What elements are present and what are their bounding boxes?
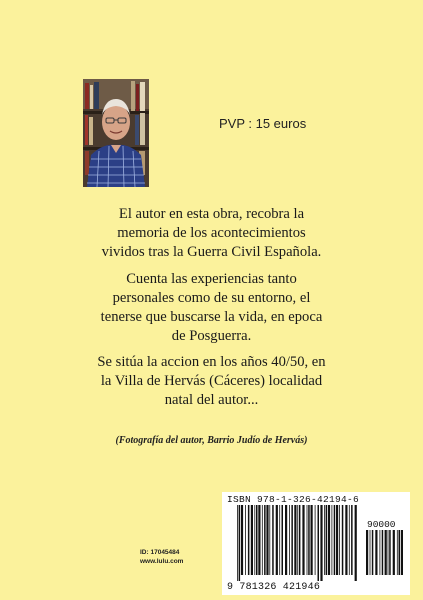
blurb-line: Cuenta las experiencias tanto — [126, 271, 297, 287]
blurb-line: natal del autor... — [164, 392, 259, 408]
addon-barcode-bars — [366, 530, 404, 581]
publisher-id: ID: 17045484 — [140, 549, 180, 556]
author-photo — [83, 79, 149, 187]
blurb-line: la Villa de Hervás (Cáceres) localidad — [100, 373, 323, 389]
blurb-paragraph-2 — [0, 270, 423, 346]
blurb-paragraph-3 — [0, 353, 423, 410]
isbn-barcode — [222, 492, 410, 595]
blurb-line: vividos tras la Guerra Civil Española. — [101, 244, 322, 260]
publisher-info — [140, 548, 183, 566]
blurb-line: tenerse que buscarse la vida, en epoca — [100, 309, 323, 325]
blurb-line: de Posguerra. — [171, 328, 252, 344]
photo-caption: (Fotografía del autor, Barrio Judío de Hervás) — [115, 435, 308, 446]
blurb-line: Se sitúa la accion en los años 40/50, en — [97, 354, 326, 370]
isbn-text: ISBN 978-1-326-42194-6 — [227, 494, 360, 505]
barcode-addon-text: 90000 — [367, 519, 396, 530]
blurb-line: El autor en esta obra, recobra la — [118, 206, 305, 222]
price-label: PVP : 15 euros — [219, 116, 307, 131]
blurb-line: memoria de los acontecimientos — [117, 225, 306, 241]
publisher-url: www.lulu.com — [140, 558, 184, 565]
ean-barcode-bars — [237, 505, 359, 581]
blurb-paragraph-1 — [0, 205, 423, 262]
blurb-line: personales como de su entorno, el — [112, 290, 311, 306]
ean-digits: 9 781326 421946 — [227, 582, 321, 593]
